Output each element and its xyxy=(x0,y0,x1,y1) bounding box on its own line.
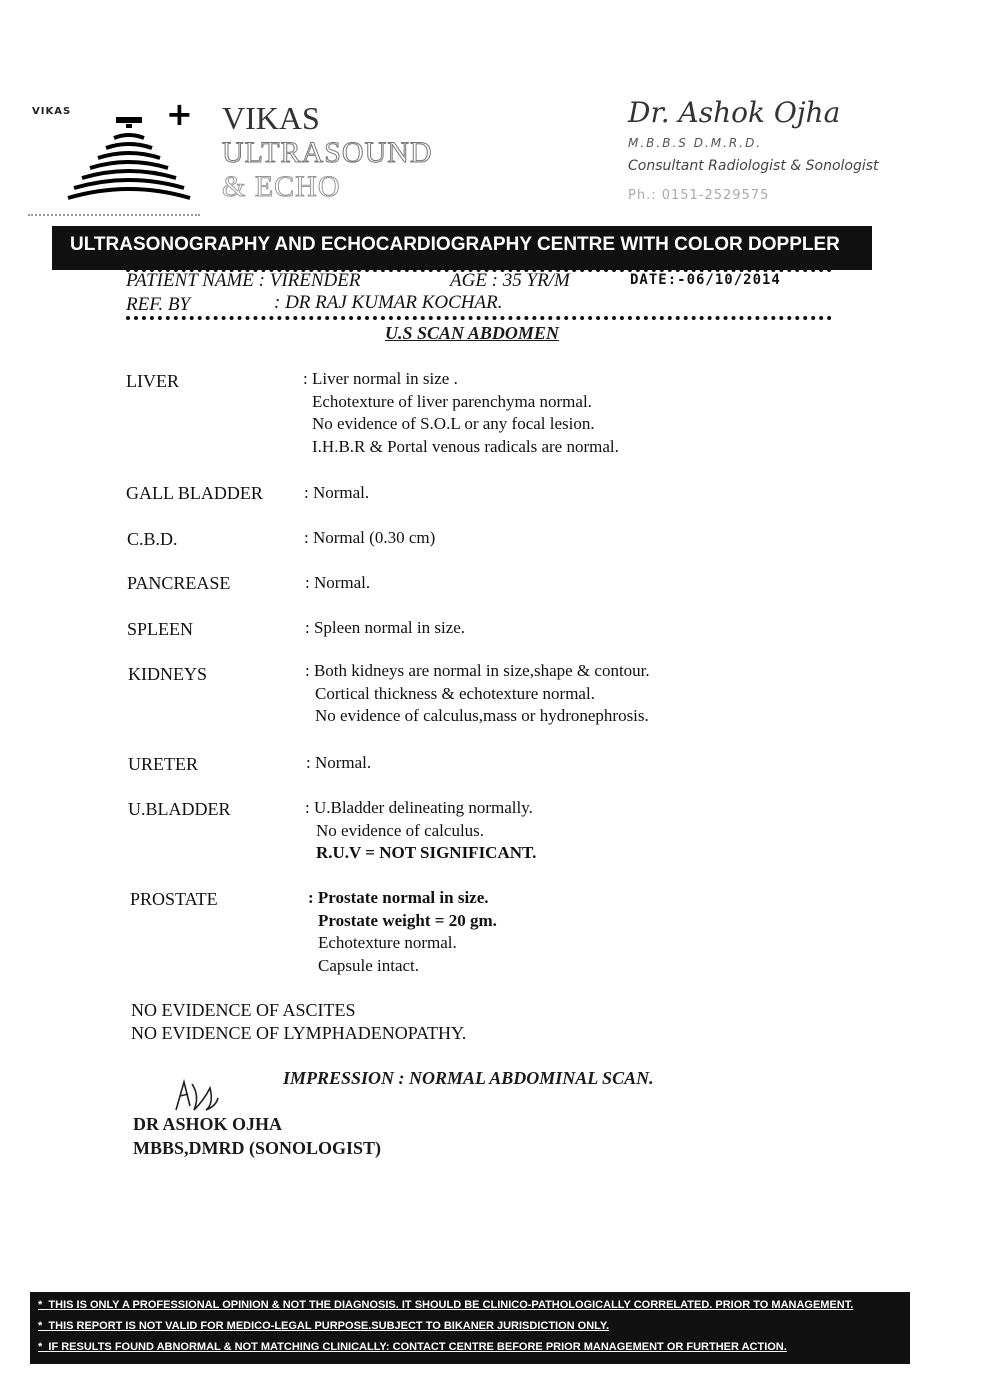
finding-value-kidneys xyxy=(305,660,650,728)
ref-label: REF. BY xyxy=(126,294,191,315)
plus-icon: + xyxy=(166,95,193,133)
finding-label-liver: LIVER xyxy=(126,371,179,391)
finding-value-spleen: : Spleen normal in size. xyxy=(305,618,466,637)
finding-label-gall-bladder: GALL BLADDER xyxy=(126,483,263,503)
finding-line: : Both kidneys are normal in size,shape & contour. xyxy=(305,661,650,680)
divider-bottom xyxy=(126,316,832,320)
finding-line: No evidence of calculus. xyxy=(316,820,485,840)
signature-block xyxy=(133,1112,381,1160)
finding-label-spleen: SPLEEN xyxy=(127,619,194,639)
finding-line: : Prostate normal in size. xyxy=(308,888,489,907)
brand-line-1: VIKAS xyxy=(222,100,320,136)
logo-text: VIKAS xyxy=(32,106,72,117)
disclaimer-text: THIS REPORT IS NOT VALID FOR MEDICO-LEGAL PURPOSE.SUBJECT TO BIKANER JURISDICTION ONLY. xyxy=(48,1320,610,1332)
impression: IMPRESSION : NORMAL ABDOMINAL SCAN. xyxy=(283,1068,654,1088)
finding-value-pancrease: : Normal. xyxy=(305,573,371,592)
signatory-name: DR ASHOK OJHA xyxy=(133,1114,283,1134)
finding-value-u-bladder xyxy=(305,797,536,865)
note-lymphadenopathy: NO EVIDENCE OF LYMPHADENOPATHY. xyxy=(131,1023,467,1043)
patient-name: PATIENT NAME : VIRENDER xyxy=(126,270,361,291)
finding-line: : U.Bladder delineating normally. xyxy=(305,798,533,817)
report-date: DATE:-06/10/2014 xyxy=(630,272,781,288)
finding-value-liver xyxy=(303,368,619,458)
patient-age: AGE : 35 YR/M xyxy=(450,270,570,291)
finding-line: Echotexture of liver parenchyma normal. xyxy=(312,391,592,411)
finding-label-kidneys: KIDNEYS xyxy=(128,664,207,684)
finding-label-pancrease: PANCREASE xyxy=(127,573,231,593)
banner-text: ULTRASONOGRAPHY AND ECHOCARDIOGRAPHY CENTRE WITH COLOR DOPPLER xyxy=(70,234,840,255)
disclaimer-line-2: * THIS REPORT IS NOT VALID FOR MEDICO-LEGAL PURPOSE.SUBJECT TO BIKANER JURISDICTION ONLY. xyxy=(38,1320,610,1332)
finding-label-u-bladder: U.BLADDER xyxy=(128,799,231,819)
doctor-name: Dr. Ashok Ojha xyxy=(628,96,841,129)
signatory-qualification: MBBS,DMRD (SONOLOGIST) xyxy=(133,1138,382,1158)
ref-value: : DR RAJ KUMAR KOCHAR. xyxy=(274,292,503,313)
finding-label-prostate: PROSTATE xyxy=(130,889,218,909)
finding-line: No evidence of S.O.L or any focal lesion. xyxy=(312,414,595,433)
disclaimer-text: THIS IS ONLY A PROFESSIONAL OPINION & NOT THE DIAGNOSIS. IT SHOULD BE CLINICO-PATHOLOGICALLY CORRELATED. PRIOR TO MANAGEMENT. xyxy=(48,1299,854,1311)
finding-line: : Liver normal in size . xyxy=(303,369,458,388)
report-title: U.S SCAN ABDOMEN xyxy=(385,323,559,343)
doctor-role: Consultant Radiologist & Sonologist xyxy=(628,158,879,174)
finding-label-cbd: C.B.D. xyxy=(127,529,178,549)
finding-value-prostate xyxy=(308,887,497,977)
finding-value-gall-bladder: : Normal. xyxy=(304,483,370,502)
disclaimer-line-3: * IF RESULTS FOUND ABNORMAL & NOT MATCHING CLINICALLY: CONTACT CENTRE BEFORE PRIOR MANAGEMENT OR FURTHER ACTION. xyxy=(38,1341,787,1353)
finding-value-ureter: : Normal. xyxy=(306,753,372,772)
note-ascites: NO EVIDENCE OF ASCITES xyxy=(131,1000,356,1020)
finding-value-cbd: : Normal (0.30 cm) xyxy=(304,528,436,547)
ultrasound-wave-icon xyxy=(56,112,196,208)
finding-line: I.H.B.R & Portal venous radicals are normal. xyxy=(312,436,619,456)
finding-line: Echotexture normal. xyxy=(318,933,457,952)
brand-line-2: ULTRASOUND xyxy=(222,136,433,169)
finding-label-ureter: URETER xyxy=(128,754,198,774)
finding-line: Capsule intact. xyxy=(318,955,420,975)
finding-line: Cortical thickness & echotexture normal. xyxy=(315,683,595,703)
doctor-qualification: M.B.B.S D.M.R.D. xyxy=(628,136,763,150)
brand-line-3: & ECHO xyxy=(222,170,341,203)
finding-line: R.U.V = NOT SIGNIFICANT. xyxy=(316,843,537,862)
disclaimer-line-1: * THIS IS ONLY A PROFESSIONAL OPINION & NOT THE DIAGNOSIS. IT SHOULD BE CLINICO-PATHOLOGICALLY CORRELATED. PRIOR TO MANAGEMENT. xyxy=(38,1299,854,1311)
disclaimer-text: IF RESULTS FOUND ABNORMAL & NOT MATCHING CLINICALLY: CONTACT CENTRE BEFORE PRIOR MANAGEMENT OR FURTHER ACTION. xyxy=(48,1341,787,1353)
divider-top xyxy=(126,268,832,272)
doctor-phone: Ph.: 0151-2529575 xyxy=(628,188,770,203)
clinic-logo xyxy=(28,92,200,216)
handwritten-signature xyxy=(170,1076,220,1116)
finding-line: No evidence of calculus,mass or hydronephrosis. xyxy=(315,706,649,725)
finding-line: Prostate weight = 20 gm. xyxy=(318,910,497,930)
